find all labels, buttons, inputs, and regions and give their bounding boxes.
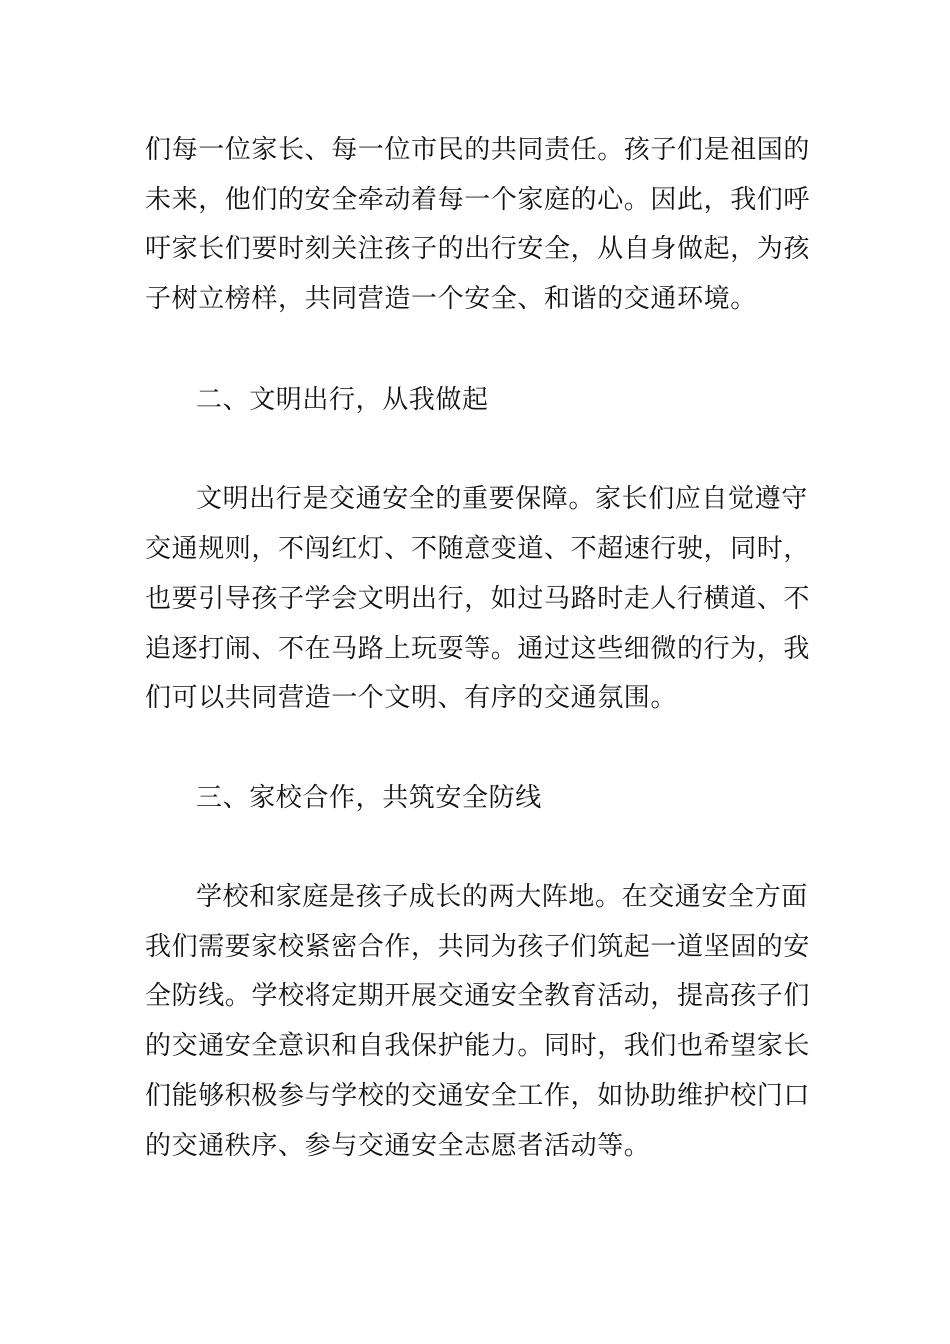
paragraph-line: 的交通秩序、参与交通安全志愿者活动等。 [145, 1131, 651, 1161]
paragraph-line: 吁家长们要时刻关注孩子的出行安全，从自身做起，为孩 [145, 234, 811, 264]
paragraph-line: 们每一位家长、每一位市民的共同责任。孩子们是祖国的 [145, 135, 811, 165]
paragraph-line: 子树立榜样，共同营造一个安全、和谐的交通环境。 [145, 284, 757, 314]
paragraph-line: 追逐打闹、不在马路上玩耍等。通过这些细微的行为，我 [145, 634, 811, 664]
paragraph-line: 文明出行是交通安全的重要保障。家长们应自觉遵守 [196, 484, 808, 514]
paragraph-line: 们可以共同营造一个文明、有序的交通氛围。 [145, 683, 678, 713]
section-heading-3: 三、家校合作，共筑安全防线 [196, 783, 542, 813]
paragraph-line: 未来，他们的安全牵动着每一个家庭的心。因此，我们呼 [145, 185, 811, 215]
paragraph-line: 交通规则，不闯红灯、不随意变道、不超速行驶，同时， [145, 534, 811, 564]
paragraph-line: 学校和家庭是孩子成长的两大阵地。在交通安全方面 [196, 882, 808, 912]
paragraph-line: 我们需要家校紧密合作，共同为孩子们筑起一道坚固的安 [145, 932, 811, 962]
paragraph-line: 的交通安全意识和自我保护能力。同时，我们也希望家长 [145, 1031, 811, 1061]
section-heading-2: 二、文明出行，从我做起 [196, 385, 489, 415]
paragraph-line: 们能够积极参与学校的交通安全工作，如协助维护校门口 [145, 1081, 811, 1111]
paragraph-line: 也要引导孩子学会文明出行，如过马路时走人行横道、不 [145, 584, 811, 614]
paragraph-line: 全防线。学校将定期开展交通安全教育活动，提高孩子们 [145, 981, 811, 1011]
